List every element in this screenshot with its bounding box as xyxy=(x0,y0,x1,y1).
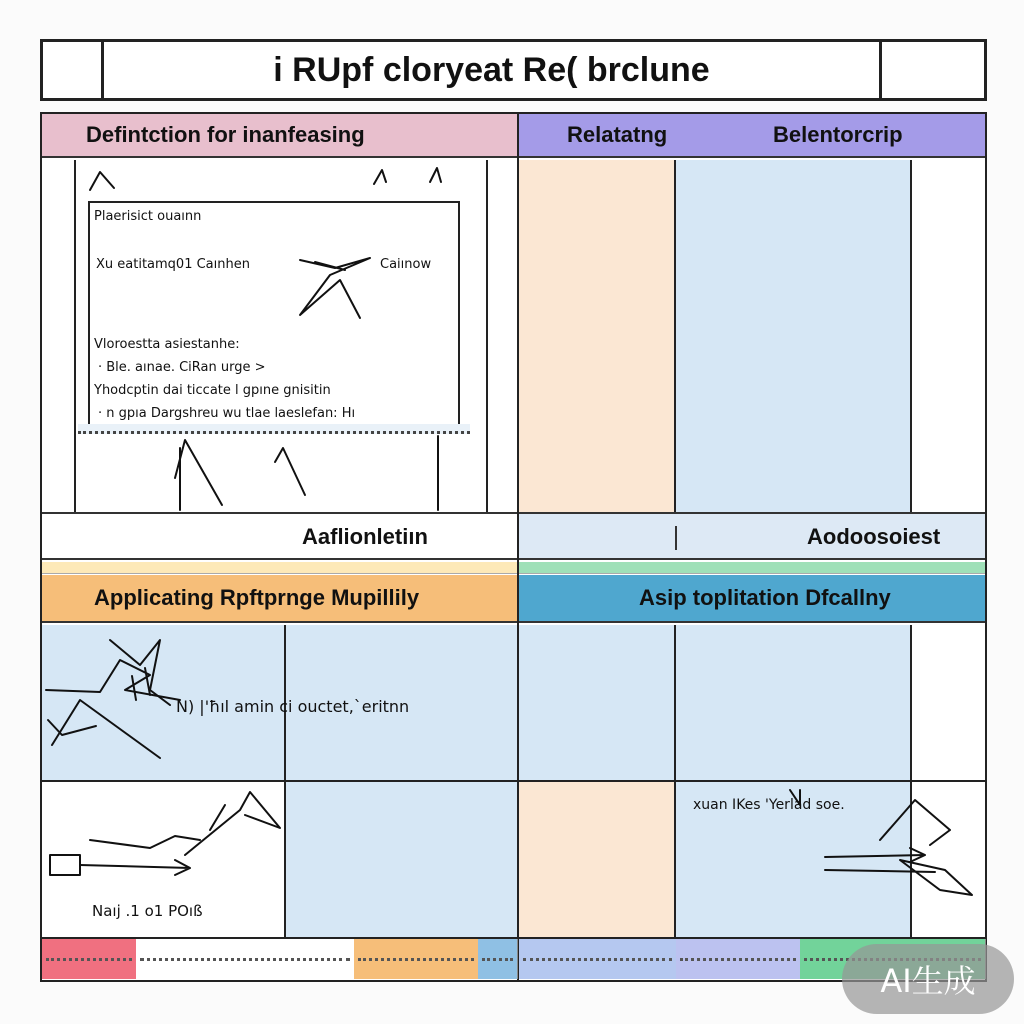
applying-header-label: Applicating Rpftprnge Mupillily xyxy=(94,585,420,610)
relating-header-label: Relatatng xyxy=(567,122,668,147)
flow-left-label: Xu eatitamq01 Caınhen xyxy=(96,257,250,272)
sketch-bottom-left-text: Naıj .1 o1 POıß xyxy=(92,902,203,920)
diagram-title: Plaerisict ouaınn xyxy=(94,209,202,224)
strip-periwinkle-1 xyxy=(519,939,677,979)
watermark-text: AI生成 xyxy=(880,962,976,1000)
application-header-label: Asip toplitation Dfcallny xyxy=(639,585,891,610)
note-line-1: Vloroestta asiestanhe: xyxy=(94,337,240,352)
flow-right-label: Caiınow xyxy=(380,257,432,272)
note-line-2: · Ble. aınae. CiRan urge > xyxy=(98,360,266,375)
strip-white xyxy=(136,939,355,979)
strip-blue xyxy=(478,939,518,979)
strip-red xyxy=(42,939,137,979)
row-label-left: Aaflionletiın xyxy=(302,524,428,549)
sketch-mid-text: N) |'ħıl amin ci ouctet,`eritnn xyxy=(176,697,410,716)
note-line-4: · n gpıa Dargshreu wu tlae laeslefan: Hı xyxy=(98,406,356,421)
strip-periwinkle-2 xyxy=(676,939,801,979)
row-label-right: Aodoosoiest xyxy=(807,524,941,549)
definition-header-label: Defintction for inanfeasing xyxy=(86,122,365,147)
strip-orange xyxy=(354,939,479,979)
watermark-badge xyxy=(842,944,1014,1014)
page-title: i RUpf cloryeat Re( brclune xyxy=(273,50,710,89)
sketch-right-text: xuan IKes 'Yerlad soe. xyxy=(693,797,845,813)
relationship-header-label: Belentorcrip xyxy=(773,122,903,147)
note-line-3: Yhodcptin dai ticcate l gpıne gnisitin xyxy=(94,383,331,398)
